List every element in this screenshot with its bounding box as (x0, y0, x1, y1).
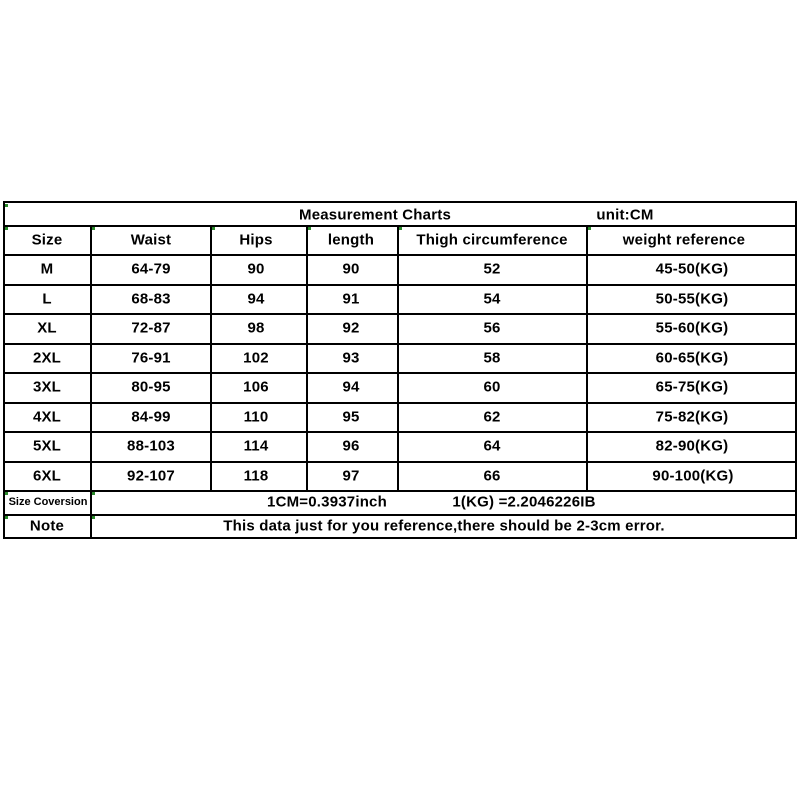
cell-thigh: 58 (483, 349, 501, 367)
corner-marker (92, 227, 95, 230)
grid-line (210, 225, 212, 492)
cell-length: 90 (342, 260, 360, 278)
corner-marker (308, 227, 311, 230)
corner-marker (212, 227, 215, 230)
cell-weight: 45-50(KG) (655, 260, 729, 278)
cell-weight: 75-82(KG) (655, 408, 729, 426)
conversion-kg: 1(KG) =2.2046226IB (452, 493, 596, 511)
header-waist: Waist (130, 231, 172, 249)
cell-size: 5XL (32, 437, 62, 455)
cell-weight: 55-60(KG) (655, 319, 729, 337)
cell-size: M (40, 260, 54, 278)
header-weight: weight reference (622, 231, 746, 249)
cell-weight: 50-55(KG) (655, 290, 729, 308)
grid-line (306, 225, 308, 492)
cell-waist: 80-95 (131, 378, 171, 396)
note-text: This data just for you reference,there should be 2-3cm error. (223, 517, 665, 535)
cell-weight: 65-75(KG) (655, 378, 729, 396)
cell-length: 92 (342, 319, 360, 337)
corner-marker (5, 516, 8, 519)
grid-line (397, 225, 399, 492)
cell-thigh: 62 (483, 408, 501, 426)
cell-hips: 94 (247, 290, 265, 308)
corner-marker (5, 227, 8, 230)
grid-line (5, 461, 795, 463)
grid-line (5, 372, 795, 374)
grid-line (5, 343, 795, 345)
grid-line (90, 225, 92, 537)
corner-marker (92, 492, 95, 495)
cell-size: L (42, 290, 52, 308)
cell-length: 95 (342, 408, 360, 426)
conversion-label: Size Coversion (8, 496, 88, 508)
cell-hips: 114 (243, 437, 269, 455)
note-label: Note (29, 517, 65, 535)
cell-weight: 90-100(KG) (652, 467, 734, 485)
cell-thigh: 66 (483, 467, 501, 485)
cell-waist: 76-91 (131, 349, 171, 367)
cell-hips: 98 (247, 319, 265, 337)
cell-length: 96 (342, 437, 360, 455)
cell-thigh: 52 (483, 260, 501, 278)
cell-thigh: 56 (483, 319, 501, 337)
grid-line (5, 490, 795, 492)
cell-size: 2XL (32, 349, 62, 367)
cell-waist: 68-83 (131, 290, 171, 308)
header-hips: Hips (239, 231, 273, 249)
cell-size: 6XL (32, 467, 62, 485)
cell-hips: 90 (247, 260, 265, 278)
cell-length: 93 (342, 349, 360, 367)
cell-size: XL (37, 319, 57, 337)
grid-line (586, 225, 588, 492)
cell-hips: 106 (243, 378, 269, 396)
grid-line (5, 402, 795, 404)
corner-marker (5, 492, 8, 495)
corner-marker (399, 227, 402, 230)
cell-waist: 88-103 (127, 437, 175, 455)
header-size: Size (31, 231, 63, 249)
header-length: length (327, 231, 375, 249)
cell-hips: 102 (243, 349, 269, 367)
cell-waist: 64-79 (131, 260, 171, 278)
grid-line (5, 431, 795, 433)
corner-marker (588, 227, 591, 230)
unit-label: unit:CM (596, 206, 654, 224)
cell-hips: 118 (243, 467, 269, 485)
cell-size: 3XL (32, 378, 62, 396)
grid-line (5, 284, 795, 286)
cell-weight: 82-90(KG) (655, 437, 729, 455)
grid-line (5, 313, 795, 315)
cell-waist: 92-107 (127, 467, 175, 485)
grid-line (5, 514, 795, 516)
corner-marker (5, 204, 8, 207)
corner-marker (92, 516, 95, 519)
cell-waist: 72-87 (131, 319, 171, 337)
cell-thigh: 60 (483, 378, 501, 396)
cell-hips: 110 (243, 408, 269, 426)
cell-size: 4XL (32, 408, 62, 426)
chart-title: Measurement Charts (299, 206, 451, 224)
cell-thigh: 54 (483, 290, 501, 308)
cell-thigh: 64 (483, 437, 501, 455)
header-thigh: Thigh circumference (416, 231, 568, 249)
conversion-cm: 1CM=0.3937inch (267, 493, 387, 511)
cell-length: 94 (342, 378, 360, 396)
cell-weight: 60-65(KG) (655, 349, 729, 367)
cell-length: 97 (342, 467, 360, 485)
grid-line (5, 254, 795, 256)
measurement-chart (3, 201, 797, 539)
cell-length: 91 (342, 290, 360, 308)
cell-waist: 84-99 (131, 408, 171, 426)
